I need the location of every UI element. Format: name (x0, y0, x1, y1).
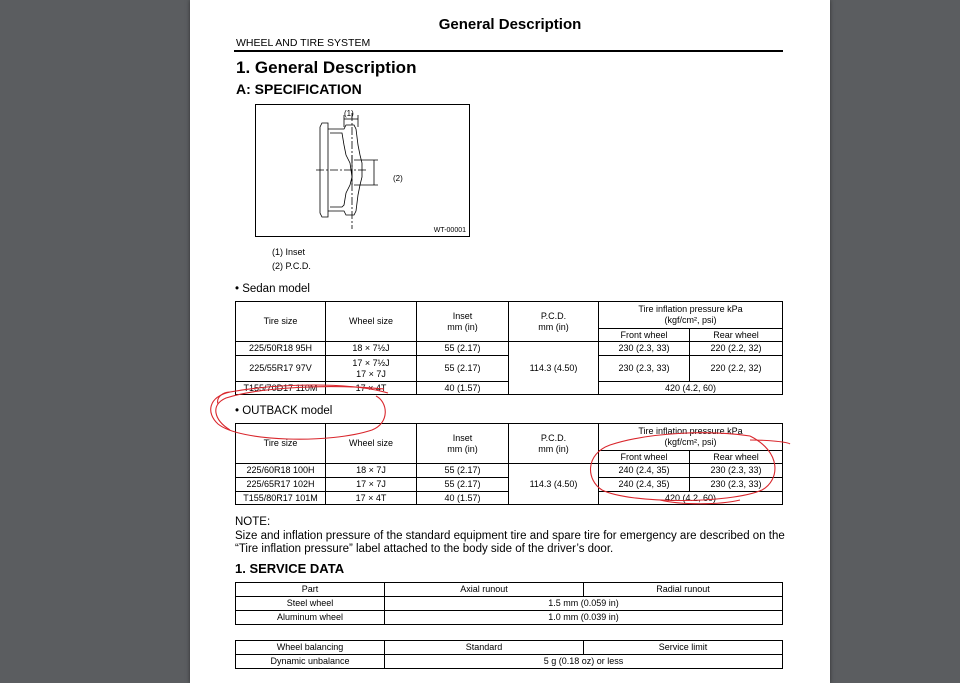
cell-front-pressure: 230 (2.3, 33) (599, 356, 690, 382)
cell-tire-size: T155/70D17 110M (236, 382, 326, 395)
wheel-cross-section-figure (255, 104, 470, 237)
page-header-title: General Description (438, 16, 582, 33)
note-line: Size and inflation pressure of the standard equipment tire and spare tire for emergency are described on the (235, 530, 785, 542)
cell-pcd: 114.3 (4.50) (509, 464, 599, 505)
header-front-wheel: Front wheel (599, 329, 690, 342)
document-page (190, 0, 830, 683)
callout-inset: (1) (344, 109, 354, 118)
cell-wheel-size: 18 × 7½J (326, 342, 417, 356)
figure-code: WT-00001 (433, 227, 466, 234)
cell-part: Aluminum wheel (236, 611, 385, 625)
cell-tire-size: T155/80R17 101M (236, 492, 326, 505)
cell-front-pressure: 230 (2.3, 33) (599, 342, 690, 356)
runout-table (235, 582, 783, 625)
cell-spare-pressure: 420 (4.2, 60) (599, 492, 783, 505)
cell-runout-value: 1.0 mm (0.039 in) (385, 611, 783, 625)
header-pressure: Tire inflation pressure kPa (kgf/cm², psi) (599, 424, 783, 451)
cell-wheel-size: 17 × 4T (326, 492, 417, 505)
cell-rear-pressure: 230 (2.3, 33) (690, 478, 783, 492)
outback-spec-table (235, 423, 783, 505)
service-data-heading: 1. SERVICE DATA (235, 561, 345, 576)
sedan-model-bullet: • Sedan model (235, 283, 310, 295)
cell-inset: 55 (2.17) (417, 464, 509, 478)
note-line: “Tire inflation pressure” label attached to the body side of the driver’s door. (235, 543, 614, 555)
header-inset: Inset mm (in) (417, 302, 509, 342)
cell-wheel-size: 17 × 7J (326, 478, 417, 492)
cell-rear-pressure: 220 (2.2, 32) (690, 342, 783, 356)
header-rule (234, 50, 783, 52)
header-inset: Inset mm (in) (417, 424, 509, 464)
legend-item: (1) Inset (272, 247, 306, 257)
cell-inset: 55 (2.17) (417, 342, 509, 356)
page-header-subtitle: WHEEL AND TIRE SYSTEM (236, 37, 371, 49)
header-rear-wheel: Rear wheel (690, 329, 783, 342)
legend-item: (2) P.C.D. (272, 261, 311, 271)
cell-tire-size: 225/50R18 95H (236, 342, 326, 356)
cell-front-pressure: 240 (2.4, 35) (599, 478, 690, 492)
cell-tire-size: 225/60R18 100H (236, 464, 326, 478)
cell-spare-pressure: 420 (4.2, 60) (599, 382, 783, 395)
cell-inset: 40 (1.57) (417, 382, 509, 395)
cell-rear-pressure: 230 (2.3, 33) (690, 464, 783, 478)
header-service-limit: Service limit (584, 641, 783, 655)
header-wheel-size: Wheel size (326, 302, 417, 342)
header-tire-size: Tire size (236, 302, 326, 342)
header-front-wheel: Front wheel (599, 451, 690, 464)
callout-pcd: (2) (393, 174, 403, 183)
header-wheel-size: Wheel size (326, 424, 417, 464)
cell-wheel-size: 17 × 4T (326, 382, 417, 395)
cell-tire-size: 225/65R17 102H (236, 478, 326, 492)
header-standard: Standard (385, 641, 584, 655)
header-rear-wheel: Rear wheel (690, 451, 783, 464)
header-pcd: P.C.D. mm (in) (509, 424, 599, 464)
cell-balance-value: 5 g (0.18 oz) or less (385, 655, 783, 669)
cell-part: Steel wheel (236, 597, 385, 611)
cell-pcd: 114.3 (4.50) (509, 342, 599, 395)
cell-inset: 55 (2.17) (417, 356, 509, 382)
cell-rear-pressure: 220 (2.2, 32) (690, 356, 783, 382)
header-wheel-balancing: Wheel balancing (236, 641, 385, 655)
cell-front-pressure: 240 (2.4, 35) (599, 464, 690, 478)
section-subheading: A: SPECIFICATION (236, 81, 362, 97)
outback-model-bullet: • OUTBACK model (235, 405, 333, 417)
cell-part: Dynamic unbalance (236, 655, 385, 669)
cell-tire-size: 225/55R17 97V (236, 356, 326, 382)
note-label: NOTE: (235, 516, 271, 528)
wheel-diagram (256, 105, 469, 236)
cell-wheel-size: 18 × 7J (326, 464, 417, 478)
header-tire-size: Tire size (236, 424, 326, 464)
cell-wheel-size: 17 × 7½J 17 × 7J (326, 356, 417, 382)
red-scribble (218, 392, 230, 404)
header-part: Part (236, 583, 385, 597)
header-radial-runout: Radial runout (584, 583, 783, 597)
wheel-balancing-table (235, 640, 783, 669)
section-heading: 1. General Description (236, 58, 417, 77)
header-pcd: P.C.D. mm (in) (509, 302, 599, 342)
header-pressure: Tire inflation pressure kPa (kgf/cm², psi) (599, 302, 783, 329)
sedan-spec-table (235, 301, 783, 395)
header-axial-runout: Axial runout (385, 583, 584, 597)
cell-inset: 55 (2.17) (417, 478, 509, 492)
cell-inset: 40 (1.57) (417, 492, 509, 505)
cell-runout-value: 1.5 mm (0.059 in) (385, 597, 783, 611)
